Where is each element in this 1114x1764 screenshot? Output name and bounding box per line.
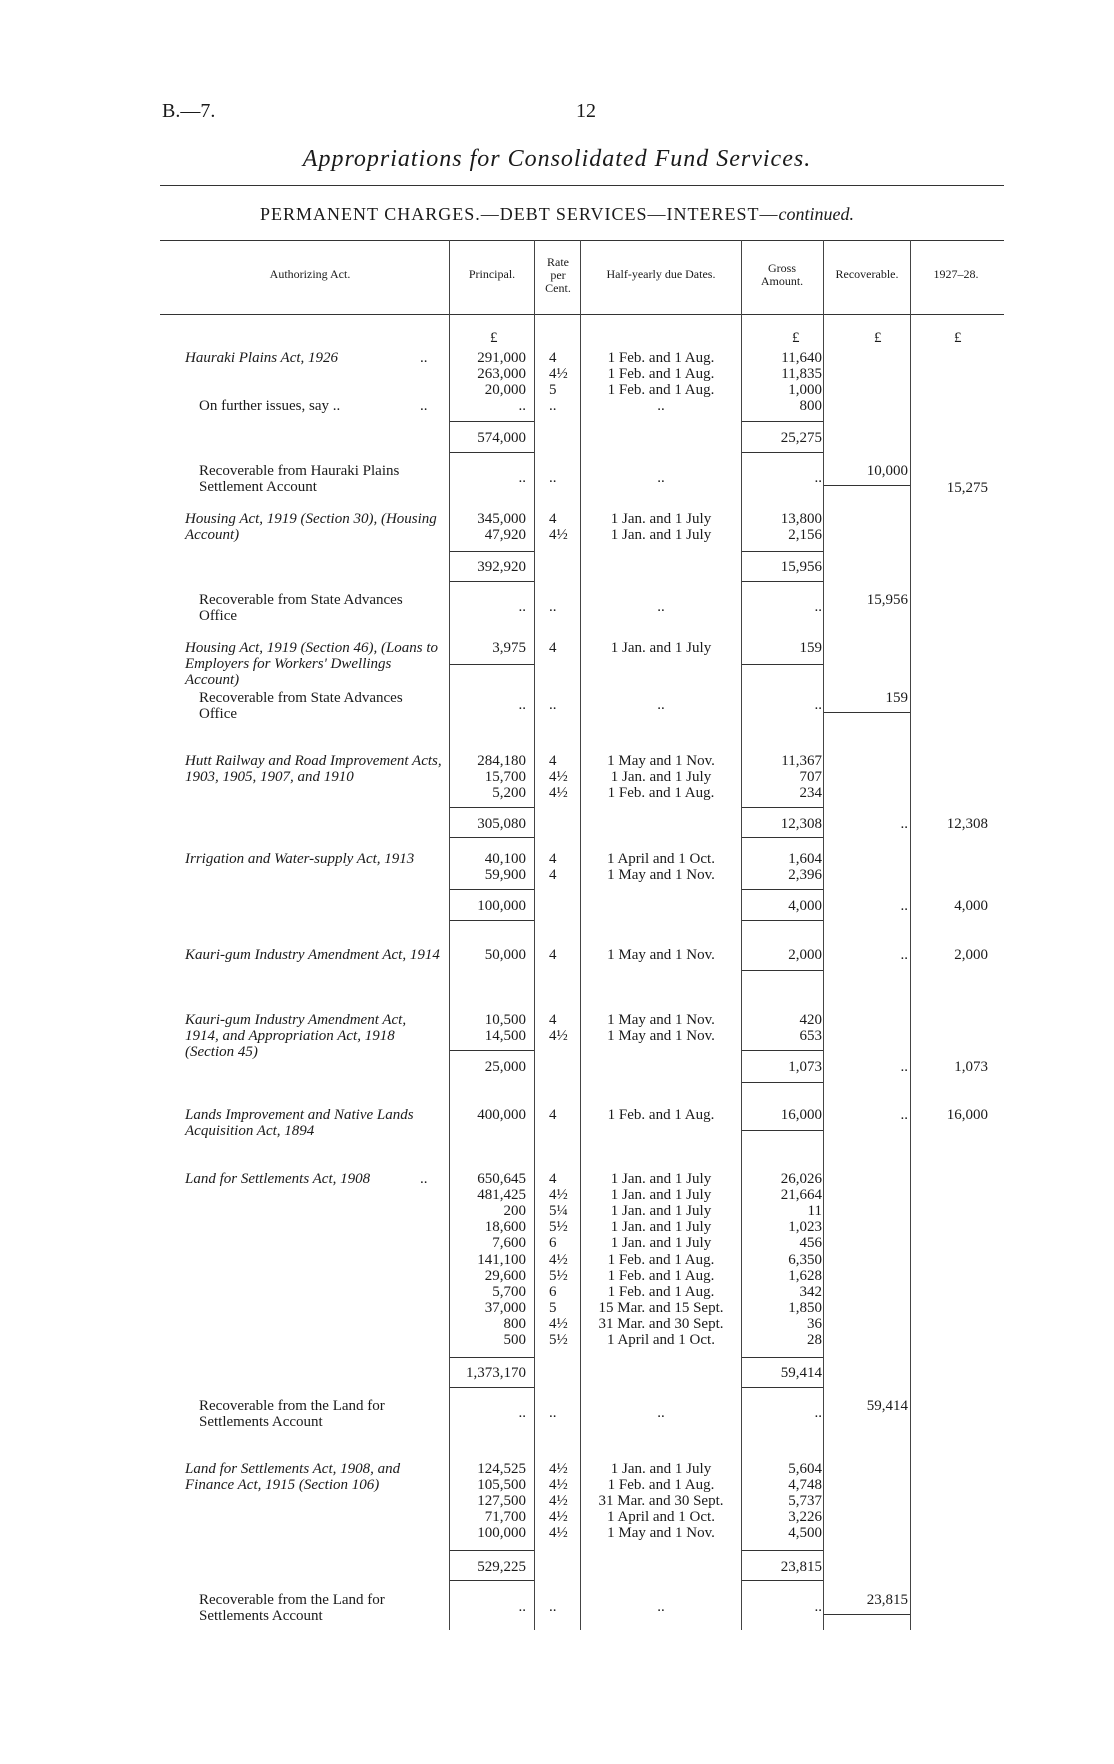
- col-head-year: 1927–28.: [933, 267, 979, 281]
- gross-value: ..: [814, 1599, 822, 1615]
- gross-value: 342: [799, 1283, 822, 1300]
- gross-value: 11,367: [781, 753, 822, 769]
- due-dates: ..: [657, 599, 665, 615]
- gross-value: 4,748: [788, 1477, 822, 1494]
- rate-value: 4: [549, 350, 557, 366]
- rate-value: 4: [549, 851, 557, 867]
- year-total: 15,275: [946, 480, 988, 496]
- due-dates: 1 Feb. and 1 Aug.: [607, 1107, 715, 1123]
- total-rule: [450, 1357, 534, 1358]
- recoverable-value: 10,000: [866, 463, 908, 479]
- total-rule: [450, 837, 534, 838]
- due-dates: ..: [657, 398, 665, 414]
- gross-value: 456: [799, 1235, 822, 1252]
- due-dates: 1 Feb. and 1 Aug.: [607, 1251, 715, 1268]
- total-rule: [742, 1357, 823, 1358]
- due-dates: 1 May and 1 Nov.: [607, 1525, 715, 1542]
- total-rule: [450, 807, 534, 808]
- year-total: 2,000: [954, 947, 988, 963]
- col-head-principal: Principal.: [468, 267, 516, 281]
- rate-value: 4: [549, 753, 557, 769]
- column-divider: [823, 240, 824, 1630]
- principal-value: 124,525: [477, 1461, 526, 1477]
- total-rule: [742, 421, 823, 422]
- rate-value: ..: [549, 697, 557, 713]
- rate-value: ..: [549, 1405, 557, 1421]
- gross-value: ..: [814, 470, 822, 486]
- gross-total: 4,000: [788, 898, 822, 914]
- gross-value: 707: [799, 769, 822, 785]
- due-dates: ..: [657, 1599, 665, 1615]
- total-rule: [824, 485, 910, 486]
- due-dates: 1 Feb. and 1 Aug.: [607, 366, 715, 382]
- rate-value: ..: [549, 470, 557, 486]
- principal-total: 25,000: [484, 1059, 526, 1075]
- rate-value: ..: [549, 398, 557, 414]
- rate-value: 6: [549, 1283, 557, 1300]
- gross-total: 59,414: [780, 1365, 822, 1381]
- total-rule: [742, 1387, 823, 1388]
- gross-value: 11: [807, 1203, 822, 1220]
- leader-dots: ..: [420, 1171, 428, 1187]
- due-dates: ..: [657, 470, 665, 486]
- rate-value: 5½: [549, 1332, 568, 1348]
- principal-value: 800: [503, 1315, 526, 1332]
- due-dates: 1 Jan. and 1 July: [610, 527, 712, 543]
- gross-value: 3,226: [788, 1509, 822, 1526]
- due-dates: 1 Feb. and 1 Aug.: [607, 382, 715, 398]
- gross-value: 26,026: [780, 1171, 822, 1187]
- due-dates: 1 Jan. and 1 July: [610, 640, 712, 656]
- col-head-act: Authorizing Act.: [269, 267, 351, 281]
- gross-total: 12,308: [780, 816, 822, 832]
- total-rule: [742, 664, 823, 665]
- gross-value: 5,737: [788, 1493, 822, 1510]
- total-rule: [742, 1082, 823, 1083]
- rate-value: 4: [549, 867, 557, 883]
- unit-year: £: [954, 330, 962, 346]
- recoverable-value: 159: [885, 690, 908, 706]
- rate-value: 4½: [549, 1315, 568, 1332]
- rate-value: 4½: [549, 1028, 568, 1044]
- recoverable-label: Recoverable from State Advances Office: [199, 592, 403, 624]
- recoverable-label: Recoverable from Hauraki Plains Settlement Account: [199, 463, 400, 495]
- gross-value: 4,500: [788, 1525, 822, 1542]
- principal-value: 500: [503, 1332, 526, 1348]
- principal-value: 40,100: [484, 851, 526, 867]
- gross-value: 36: [807, 1315, 822, 1332]
- rate-value: 4½: [549, 1461, 568, 1477]
- gross-value: 28: [807, 1332, 822, 1348]
- total-rule: [742, 889, 823, 890]
- recoverable-value: ..: [900, 947, 908, 963]
- principal-value: 59,900: [484, 867, 526, 883]
- total-rule: [742, 1550, 823, 1551]
- total-rule: [450, 1550, 534, 1551]
- act-name: Kauri-gum Industry Amendment Act, 1914: [185, 947, 440, 963]
- unit-gross: £: [792, 330, 800, 346]
- gross-total: 1,073: [788, 1059, 822, 1075]
- act-name: Lands Improvement and Native Lands Acquisition Act, 1894: [185, 1107, 414, 1139]
- due-dates: 1 Feb. and 1 Aug.: [607, 1267, 715, 1284]
- total-rule: [450, 1387, 534, 1388]
- principal-value: 37,000: [484, 1299, 526, 1316]
- principal-value: ..: [518, 1599, 526, 1615]
- gross-value: 1,850: [788, 1299, 822, 1316]
- total-rule: [824, 1614, 910, 1615]
- due-dates: 1 Jan. and 1 July: [610, 1171, 712, 1187]
- gross-value: 234: [799, 785, 822, 801]
- total-rule: [742, 452, 823, 453]
- principal-value: 50,000: [484, 947, 526, 963]
- total-rule: [742, 837, 823, 838]
- principal-value: 5,700: [492, 1283, 526, 1300]
- gross-value: 1,000: [788, 382, 822, 398]
- principal-value: 14,500: [484, 1028, 526, 1044]
- year-total: 12,308: [946, 816, 988, 832]
- total-rule: [742, 1050, 823, 1051]
- due-dates: 1 Jan. and 1 July: [610, 1461, 712, 1477]
- total-rule: [450, 421, 534, 422]
- rate-value: 4½: [549, 785, 568, 801]
- principal-total: 1,373,170: [466, 1365, 526, 1381]
- gross-value: 653: [799, 1028, 822, 1044]
- rate-value: 4: [549, 640, 557, 656]
- recoverable-value: ..: [900, 816, 908, 832]
- principal-total: 574,000: [477, 430, 526, 446]
- rate-value: 6: [549, 1235, 557, 1252]
- principal-value: 105,500: [477, 1477, 526, 1494]
- due-dates: 1 Jan. and 1 July: [610, 1187, 712, 1204]
- principal-value: 284,180: [477, 753, 526, 769]
- rate-value: 4½: [549, 527, 568, 543]
- due-dates: 1 April and 1 Oct.: [607, 1332, 715, 1348]
- rate-value: 4: [549, 511, 557, 527]
- year-total: 1,073: [954, 1059, 988, 1075]
- total-rule: [742, 1130, 823, 1131]
- due-dates: 1 April and 1 Oct.: [607, 1509, 715, 1526]
- principal-value: 20,000: [484, 382, 526, 398]
- gross-value: 2,000: [788, 947, 822, 963]
- table-header-rule: [160, 314, 1004, 315]
- rate-value: 4½: [549, 1251, 568, 1268]
- principal-value: 3,975: [492, 640, 526, 656]
- gross-value: 1,604: [788, 851, 822, 867]
- gross-value: 2,156: [788, 527, 822, 543]
- principal-value: 141,100: [477, 1251, 526, 1268]
- rate-value: 5½: [549, 1267, 568, 1284]
- rate-value: 4½: [549, 366, 568, 382]
- gross-value: 16,000: [780, 1107, 822, 1123]
- due-dates: 1 May and 1 Nov.: [607, 867, 715, 883]
- rate-value: 4: [549, 1012, 557, 1028]
- recoverable-value: 59,414: [866, 1398, 908, 1414]
- col-head-rate: Rate per Cent.: [545, 255, 571, 295]
- gross-value: ..: [814, 697, 822, 713]
- rate-value: 4½: [549, 1477, 568, 1494]
- principal-value: 10,500: [484, 1012, 526, 1028]
- rate-value: 4: [549, 1171, 557, 1187]
- principal-value: ..: [518, 470, 526, 486]
- principal-value: 71,700: [484, 1509, 526, 1526]
- act-name: Irrigation and Water-supply Act, 1913: [185, 851, 415, 867]
- principal-value: 291,000: [477, 350, 526, 366]
- rate-value: 4½: [549, 1187, 568, 1204]
- leader-dots: ..: [420, 350, 428, 366]
- principal-total: 100,000: [477, 898, 526, 914]
- gross-value: 1,628: [788, 1267, 822, 1284]
- title-rule: [160, 185, 1004, 186]
- col-head-gross: Gross Amount.: [760, 261, 804, 288]
- act-name: Land for Settlements Act, 1908, and Finance Act, 1915 (Section 106): [185, 1461, 401, 1493]
- gross-value: 159: [799, 640, 822, 656]
- due-dates: 1 Jan. and 1 July: [610, 1219, 712, 1236]
- column-divider: [910, 240, 911, 1630]
- leader-dots: ..: [420, 398, 428, 414]
- year-total: 4,000: [954, 898, 988, 914]
- table-top-rule: [160, 240, 1004, 241]
- column-divider: [534, 240, 535, 1630]
- column-divider: [741, 240, 742, 1630]
- principal-value: 400,000: [477, 1107, 526, 1123]
- due-dates: 1 May and 1 Nov.: [607, 1012, 715, 1028]
- recoverable-value: ..: [900, 1059, 908, 1075]
- rate-value: 4½: [549, 1525, 568, 1542]
- total-rule: [824, 712, 910, 713]
- due-dates: 1 April and 1 Oct.: [607, 851, 715, 867]
- gross-value: 5,604: [788, 1461, 822, 1477]
- unit-principal: £: [490, 330, 498, 346]
- gross-value: 1,023: [788, 1219, 822, 1236]
- total-rule: [450, 889, 534, 890]
- due-dates: 31 Mar. and 30 Sept.: [598, 1493, 724, 1510]
- gross-value: 11,640: [781, 350, 822, 366]
- document-reference: B.—7.: [162, 100, 216, 122]
- gross-value: 2,396: [788, 867, 822, 883]
- gross-value: 13,800: [780, 511, 822, 527]
- rate-value: 4: [549, 947, 557, 963]
- total-rule: [450, 551, 534, 552]
- principal-total: 529,225: [477, 1559, 526, 1575]
- due-dates: 1 May and 1 Nov.: [607, 947, 715, 963]
- principal-value: 263,000: [477, 366, 526, 382]
- total-rule: [450, 920, 534, 921]
- principal-value: 5,200: [492, 785, 526, 801]
- recoverable-value: ..: [900, 1107, 908, 1123]
- col-head-dates: Half-yearly due Dates.: [606, 267, 716, 281]
- principal-total: 305,080: [477, 816, 526, 832]
- principal-value: 200: [503, 1203, 526, 1220]
- section-subtitle: [0, 204, 1114, 225]
- recoverable-value: 15,956: [866, 592, 908, 608]
- recoverable-label: Recoverable from the Land for Settlements Account: [199, 1398, 385, 1430]
- due-dates: 31 Mar. and 30 Sept.: [598, 1315, 724, 1332]
- principal-value: ..: [518, 1405, 526, 1421]
- total-rule: [742, 920, 823, 921]
- principal-value: 127,500: [477, 1493, 526, 1510]
- principal-value: 47,920: [484, 527, 526, 543]
- total-rule: [450, 1580, 534, 1581]
- recoverable-value: ..: [900, 898, 908, 914]
- act-name: Hauraki Plains Act, 1926: [185, 350, 339, 366]
- further-issues-label: On further issues, say ..: [199, 398, 341, 414]
- gross-total: 15,956: [780, 559, 822, 575]
- due-dates: ..: [657, 1405, 665, 1421]
- column-divider: [580, 240, 581, 1630]
- principal-value: 345,000: [477, 511, 526, 527]
- act-name: Land for Settlements Act, 1908: [185, 1171, 371, 1187]
- recoverable-label: Recoverable from the Land for Settlements Account: [199, 1592, 385, 1624]
- total-rule: [742, 1580, 823, 1581]
- due-dates: 1 Feb. and 1 Aug.: [607, 1477, 715, 1494]
- principal-value: 481,425: [477, 1187, 526, 1204]
- rate-value: ..: [549, 1599, 557, 1615]
- gross-value: 6,350: [788, 1251, 822, 1268]
- gross-total: 23,815: [780, 1559, 822, 1575]
- due-dates: ..: [657, 697, 665, 713]
- rate-value: 5¼: [549, 1203, 568, 1220]
- due-dates: 1 Jan. and 1 July: [610, 1203, 712, 1220]
- due-dates: 1 Feb. and 1 Aug.: [607, 350, 715, 366]
- due-dates: 1 Feb. and 1 Aug.: [607, 785, 715, 801]
- gross-value: 800: [799, 398, 822, 414]
- gross-total: 25,275: [780, 430, 822, 446]
- subtitle-continued: continued.: [778, 204, 854, 224]
- rate-value: 4½: [549, 1493, 568, 1510]
- due-dates: 1 Feb. and 1 Aug.: [607, 1283, 715, 1300]
- act-name: Kauri-gum Industry Amendment Act, 1914, and Appropriation Act, 1918 (Section 45): [185, 1012, 407, 1060]
- principal-value: ..: [518, 697, 526, 713]
- unit-recoverable: £: [874, 330, 882, 346]
- total-rule: [742, 581, 823, 582]
- principal-value: 650,645: [477, 1171, 526, 1187]
- principal-value: ..: [518, 599, 526, 615]
- page-number: 12: [576, 100, 596, 122]
- principal-value: 100,000: [477, 1525, 526, 1542]
- year-total: 16,000: [946, 1107, 988, 1123]
- rate-value: 5: [549, 1299, 557, 1316]
- act-name: Housing Act, 1919 (Section 30), (Housing Account): [185, 511, 437, 543]
- page-title: Appropriations for Consolidated Fund Services.: [302, 146, 812, 172]
- due-dates: 1 May and 1 Nov.: [607, 1028, 715, 1044]
- rate-value: 4: [549, 1107, 557, 1123]
- total-rule: [742, 807, 823, 808]
- act-name: Housing Act, 1919 (Section 46), (Loans to Employers for Workers' Dwellings Account): [185, 640, 439, 688]
- due-dates: 1 Jan. and 1 July: [610, 769, 712, 785]
- recoverable-value: 23,815: [866, 1592, 908, 1608]
- col-head-recoverable: Recoverable.: [835, 267, 899, 281]
- total-rule: [450, 581, 534, 582]
- total-rule: [450, 664, 534, 665]
- principal-value: 18,600: [484, 1219, 526, 1236]
- subtitle-main: PERMANENT CHARGES.—DEBT SERVICES—INTEREST—: [260, 204, 779, 224]
- gross-value: 420: [799, 1012, 822, 1028]
- due-dates: 15 Mar. and 15 Sept.: [598, 1299, 724, 1316]
- rate-value: 4½: [549, 769, 568, 785]
- due-dates: 1 May and 1 Nov.: [607, 753, 715, 769]
- gross-value: 21,664: [780, 1187, 822, 1204]
- total-rule: [450, 1050, 534, 1051]
- principal-value: 7,600: [492, 1235, 526, 1252]
- gross-value: ..: [814, 599, 822, 615]
- rate-value: 5: [549, 382, 557, 398]
- due-dates: 1 Jan. and 1 July: [610, 1235, 712, 1252]
- gross-value: ..: [814, 1405, 822, 1421]
- rate-value: 4½: [549, 1509, 568, 1526]
- column-divider: [449, 240, 450, 1630]
- total-rule: [450, 452, 534, 453]
- total-rule: [742, 551, 823, 552]
- principal-total: 392,920: [477, 559, 526, 575]
- total-rule: [742, 970, 823, 971]
- principal-value: 15,700: [484, 769, 526, 785]
- principal-value: 29,600: [484, 1267, 526, 1284]
- rate-value: ..: [549, 599, 557, 615]
- due-dates: 1 Jan. and 1 July: [610, 511, 712, 527]
- gross-value: 11,835: [781, 366, 822, 382]
- rate-value: 5½: [549, 1219, 568, 1236]
- principal-value: ..: [518, 398, 526, 414]
- act-name: Hutt Railway and Road Improvement Acts, 1903, 1905, 1907, and 1910: [185, 753, 442, 785]
- recoverable-label: Recoverable from State Advances Office: [199, 690, 403, 722]
